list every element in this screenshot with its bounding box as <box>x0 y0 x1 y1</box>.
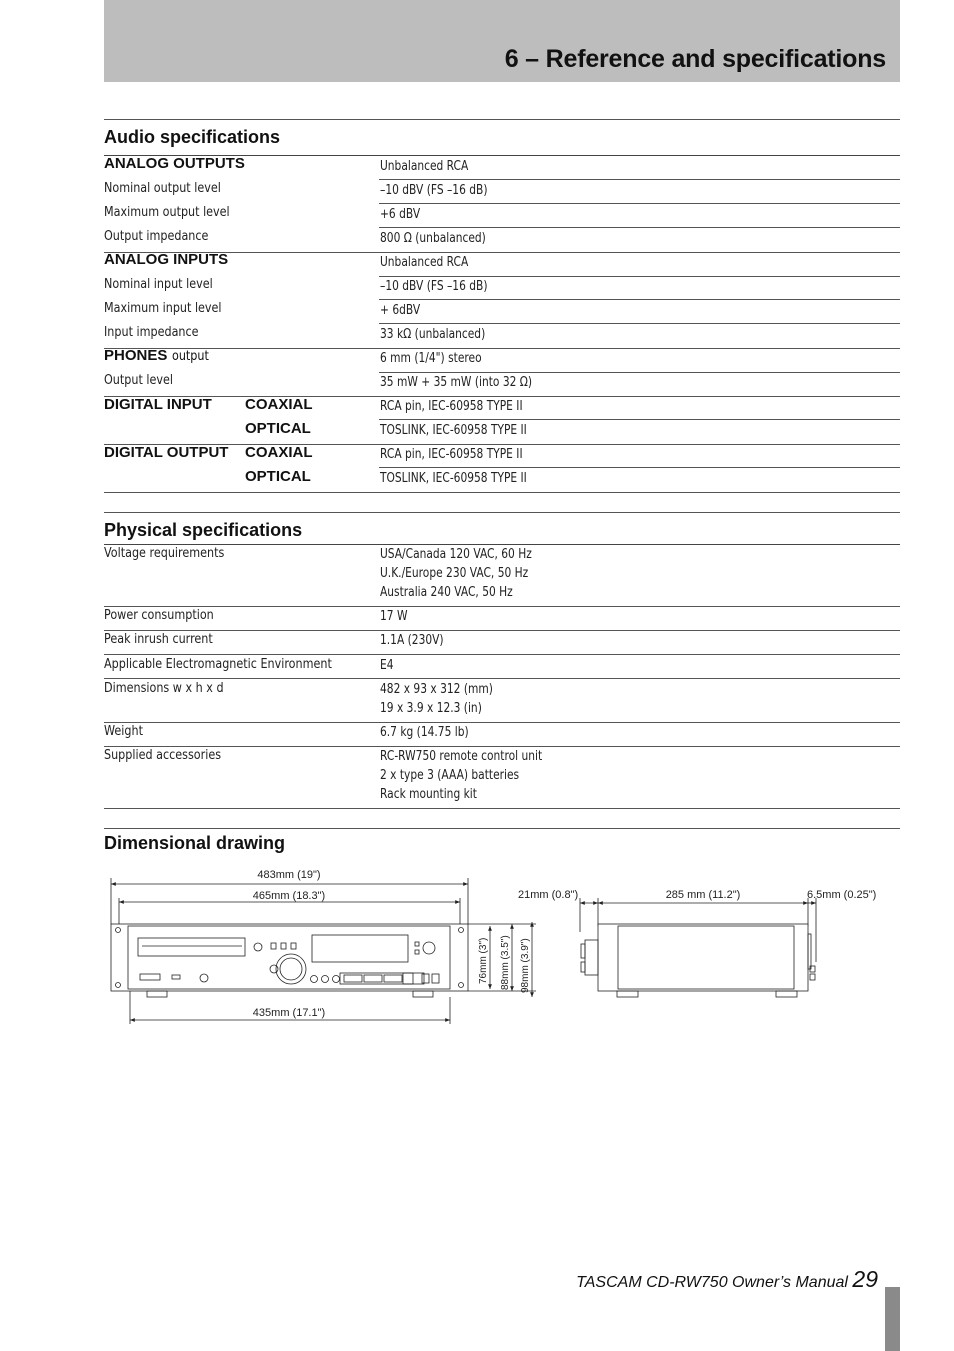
spec-value <box>380 747 542 804</box>
row-rule <box>379 179 900 180</box>
dim-label-435: 435mm (17.1") <box>252 1007 326 1019</box>
spec-label: Weight <box>104 724 143 739</box>
spec-value-line: 19 x 3.9 x 12.3 (in) <box>380 701 482 716</box>
digital-input-coaxial-value: RCA pin, IEC-60958 TYPE II <box>380 399 523 414</box>
phones-heading-label: PHONES <box>104 347 168 364</box>
row-rule <box>379 299 900 300</box>
dim-label-6-5: 6.5mm (0.25") <box>807 889 877 901</box>
spec-value-line: 17 W <box>380 609 408 624</box>
spec-label: Nominal output level <box>104 181 221 196</box>
spec-value-line: 1.1A (230V) <box>380 633 444 648</box>
spec-label: Input impedance <box>104 325 199 340</box>
section-top-rule <box>104 828 900 829</box>
spec-value <box>380 656 394 675</box>
spec-value-line: RC-RW750 remote control unit <box>380 749 543 764</box>
spec-label: Power consumption <box>104 608 214 623</box>
analog-outputs-heading: ANALOG OUTPUTS <box>104 155 245 172</box>
dim-label-465: 465mm (18.3") <box>252 890 326 902</box>
phones-heading <box>104 347 214 364</box>
spec-label: Peak inrush current <box>104 632 213 647</box>
row-rule <box>379 323 900 324</box>
dimensional-drawing-title: Dimensional drawing <box>104 833 286 853</box>
spec-value <box>380 631 444 650</box>
spec-value-line: 482 x 93 x 312 (mm) <box>380 682 493 697</box>
analog-inputs-value: Unbalanced RCA <box>380 255 469 270</box>
section-top-rule <box>104 512 900 513</box>
spec-value <box>380 545 532 602</box>
header-band <box>104 0 900 82</box>
spec-value: +6 dBV <box>380 207 421 222</box>
digital-input-optical-value: TOSLINK, IEC-60958 TYPE II <box>380 423 527 438</box>
digital-output-heading: DIGITAL OUTPUT <box>104 444 229 461</box>
row-rule <box>379 467 900 468</box>
spec-value-line: Rack mounting kit <box>380 787 477 802</box>
dim-label-98: 98mm (3.9") <box>520 938 531 993</box>
digital-input-coaxial-label: COAXIAL <box>245 396 313 413</box>
spec-value: –10 dBV (FS –16 dB) <box>380 279 488 294</box>
row-rule <box>104 654 900 655</box>
spec-label: Voltage requirements <box>104 546 225 561</box>
page-tab-marker <box>885 1287 900 1351</box>
foot <box>617 991 638 997</box>
row-rule <box>104 630 900 631</box>
dim-label-285: 285 mm (11.2") <box>665 889 741 901</box>
audio-specs-title: Audio specifications <box>104 127 281 147</box>
footer <box>576 1266 878 1293</box>
rear-panel <box>808 934 811 969</box>
digital-output-optical-value: TOSLINK, IEC-60958 TYPE II <box>380 471 527 486</box>
spec-label: Maximum input level <box>104 301 222 316</box>
dimensional-drawing <box>104 862 894 1032</box>
spec-value-line: USA/Canada 120 VAC, 60 Hz <box>380 547 532 562</box>
phones-value: 6 mm (1/4") stereo <box>380 351 482 366</box>
spec-label: Output impedance <box>104 229 209 244</box>
dim-label-88: 88mm (3.5") <box>500 935 511 990</box>
spec-value: 35 mW + 35 mW (into 32 Ω) <box>380 375 533 390</box>
digital-output-coaxial-value: RCA pin, IEC-60958 TYPE II <box>380 447 523 462</box>
spec-value: 33 kΩ (unbalanced) <box>380 327 486 342</box>
spec-label: Dimensions w x h x d <box>104 681 224 696</box>
digital-input-heading: DIGITAL INPUT <box>104 396 212 413</box>
spec-value <box>380 607 407 626</box>
rear-connector <box>810 974 815 980</box>
spec-value <box>380 723 469 742</box>
spec-value: + 6dBV <box>380 303 421 318</box>
row-rule <box>379 419 900 420</box>
spec-value-line: U.K./Europe 230 VAC, 50 Hz <box>380 566 529 581</box>
front-panel-outline <box>111 924 468 991</box>
section-top-rule <box>104 119 900 120</box>
spec-value <box>380 680 493 718</box>
side-body <box>598 924 808 991</box>
spec-label: Nominal input level <box>104 277 213 292</box>
row-rule <box>104 678 900 679</box>
row-rule <box>379 203 900 204</box>
spec-value: 800 Ω (unbalanced) <box>380 231 486 246</box>
foot <box>413 991 433 997</box>
page-number: 29 <box>852 1266 878 1292</box>
manual-title: TASCAM CD-RW750 Owner’s Manual <box>576 1274 848 1291</box>
spec-value-line: Australia 240 VAC, 50 Hz <box>380 585 513 600</box>
spec-value-line: 6.7 kg (14.75 lb) <box>380 725 469 740</box>
analog-inputs-heading: ANALOG INPUTS <box>104 251 229 268</box>
spec-label: Applicable Electromagnetic Environment <box>104 657 332 672</box>
row-rule <box>379 227 900 228</box>
digital-output-optical-label: OPTICAL <box>245 468 311 485</box>
spec-value-line: E4 <box>380 658 394 673</box>
analog-outputs-value: Unbalanced RCA <box>380 159 469 174</box>
dim-label-21: 21mm (0.8") <box>518 889 579 901</box>
knob-side <box>581 944 585 958</box>
row-rule <box>104 722 900 723</box>
physical-specs-title: Physical specifications <box>104 520 303 540</box>
phones-heading-suffix: output <box>171 349 209 364</box>
spec-label: Output level <box>104 373 173 388</box>
spec-value-line: 2 x type 3 (AAA) batteries <box>380 768 520 783</box>
front-protrusion <box>585 940 598 975</box>
foot <box>147 991 167 997</box>
section-bottom-rule <box>104 808 900 809</box>
spec-label: Maximum output level <box>104 205 230 220</box>
spec-label: Supplied accessories <box>104 748 222 763</box>
digital-output-coaxial-label: COAXIAL <box>245 444 313 461</box>
foot <box>776 991 797 997</box>
digital-input-optical-label: OPTICAL <box>245 420 311 437</box>
row-rule <box>104 606 900 607</box>
knob-side <box>581 962 585 972</box>
chapter-title: 6 – Reference and specifications <box>504 45 886 73</box>
dim-label-76: 76mm (3") <box>478 937 489 984</box>
spec-value: –10 dBV (FS –16 dB) <box>380 183 488 198</box>
dim-label-483: 483mm (19") <box>257 869 321 881</box>
group-rule <box>104 348 900 349</box>
section-bottom-rule <box>104 492 900 493</box>
